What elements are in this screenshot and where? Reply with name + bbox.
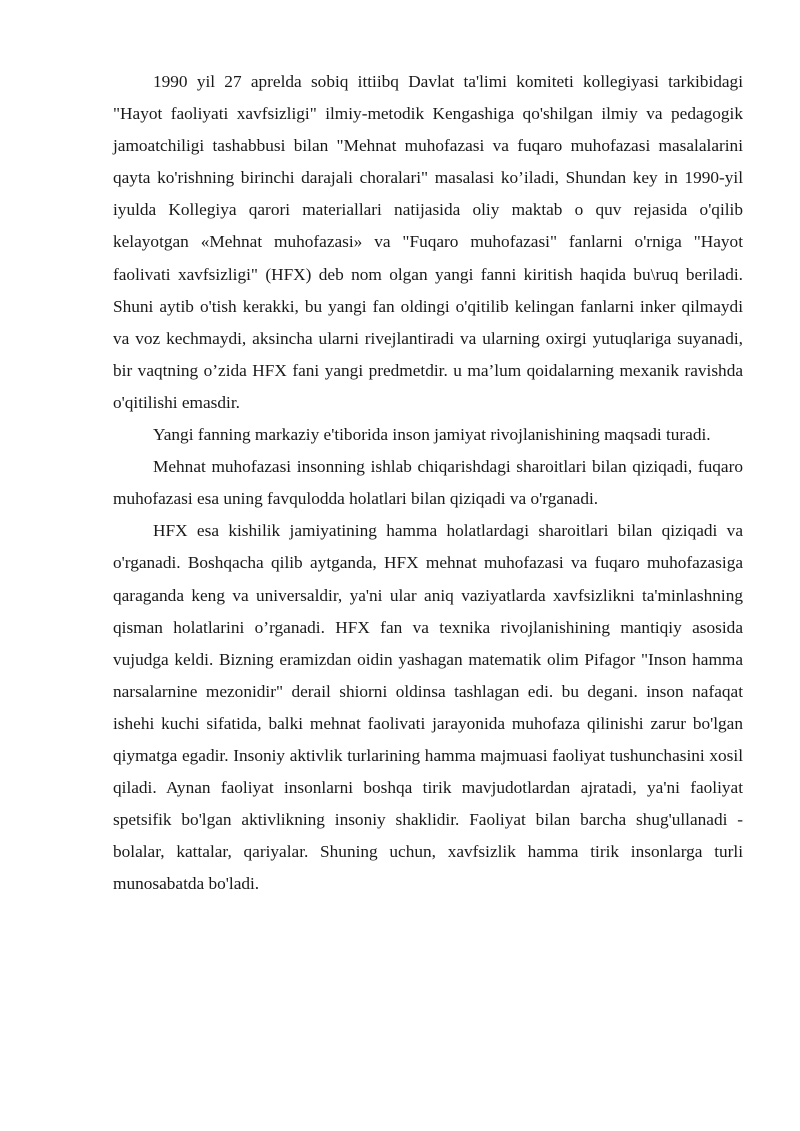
- paragraph-new-subject-focus: Yangi fanning markaziy e'tiborida inson jamiyat rivojlanishining maqsadi turadi.: [153, 425, 711, 445]
- paragraph-hfx-history: 1990 yil 27 aprelda sobiq ittiibq Davlat ta'limi komiteti kollegiyasi tarkibidagi "Hayot faoliyati xavfsizligi" ilmiy-metodik Kengashiga qo'shilgan ilmiy va pedagogik jamoatchiligi tashabbusi bilan "Mehnat muhofazasi va fuqaro muhofazasi masalalarini qayta ko'rishning birinchi darajali choralari" masalasi ko’iladi, Shundan key in 1990-yil iyulda Kollegiya qarori materiallari natijasida oliy maktab o quv rejasida o'qilib kelayotgan «Mehnat muhofazasi» va "Fuqaro muhofazasi" fanlarni o'rniga "Hayot faolivati xavfsizligi" (HFX) deb nom olgan yangi fanni kiritish haqida bu\ruq beriladi. Shuni aytib o'tish kerakki, bu yangi fan oldingi o'qitilib kelingan fanlarni inker qilmaydi va voz kechmaydi, aksincha ularni rivejlantiradi va ularning oxirgi yutuqlariga suyanadi, bir vaqtning o’zida HFX fani yangi predmetdir. u ma’lum qoidalarning mexanik ravishda o'qitilishi emasdir.: [113, 72, 743, 412]
- document-page: [113, 66, 743, 900]
- paragraph-hfx-scope: HFX esa kishilik jamiyatining hamma holatlardagi sharoitlari bilan qiziqadi va o'rganadi. Boshqacha qilib aytganda, HFX mehnat muhofazasi va fuqaro muhofazasiga qaraganda keng va universaldir, ya'ni ular aniq vaziyatlarda xavfsizlikni ta'minlashning qisman holatlarini o’rganadi. HFX fan va texnika rivojlanishining mantiqiy asosida vujudga keldi. Bizning eramizdan oidin yashagan matematik olim Pifagor "Inson hamma narsalarnine mezonidir" derail shiorni oldinsa tashlagan edi. bu degani. inson nafaqat ishehi kuchi sifatida, balki mehnat faolivati jarayonida muhofaza qilinishi zarur bo'lgan qiymatga egadir. Insoniy aktivlik turlarining hamma majmuasi faoliyat tushunchasini xosil qiladi. Aynan faoliyat insonlarni boshqa tirik mavjudotlardan ajratadi, ya'ni faoliyat spetsifik bo'lgan aktivlikning insoniy shaklidir. Faoliyat bilan barcha shug'ullanadi - bolalar, kattalar, qariyalar. Shuning uchun, xavfsizlik hamma tirik insonlarga turli munosabatda bo'ladi.: [113, 521, 743, 894]
- paragraph-labor-protection: Mehnat muhofazasi insonning ishlab chiqarishdagi sharoitlari bilan qiziqadi, fuqaro muhofazasi esa uning favqulodda holatlari bilan qiziqadi va o'rganadi.: [113, 457, 743, 509]
